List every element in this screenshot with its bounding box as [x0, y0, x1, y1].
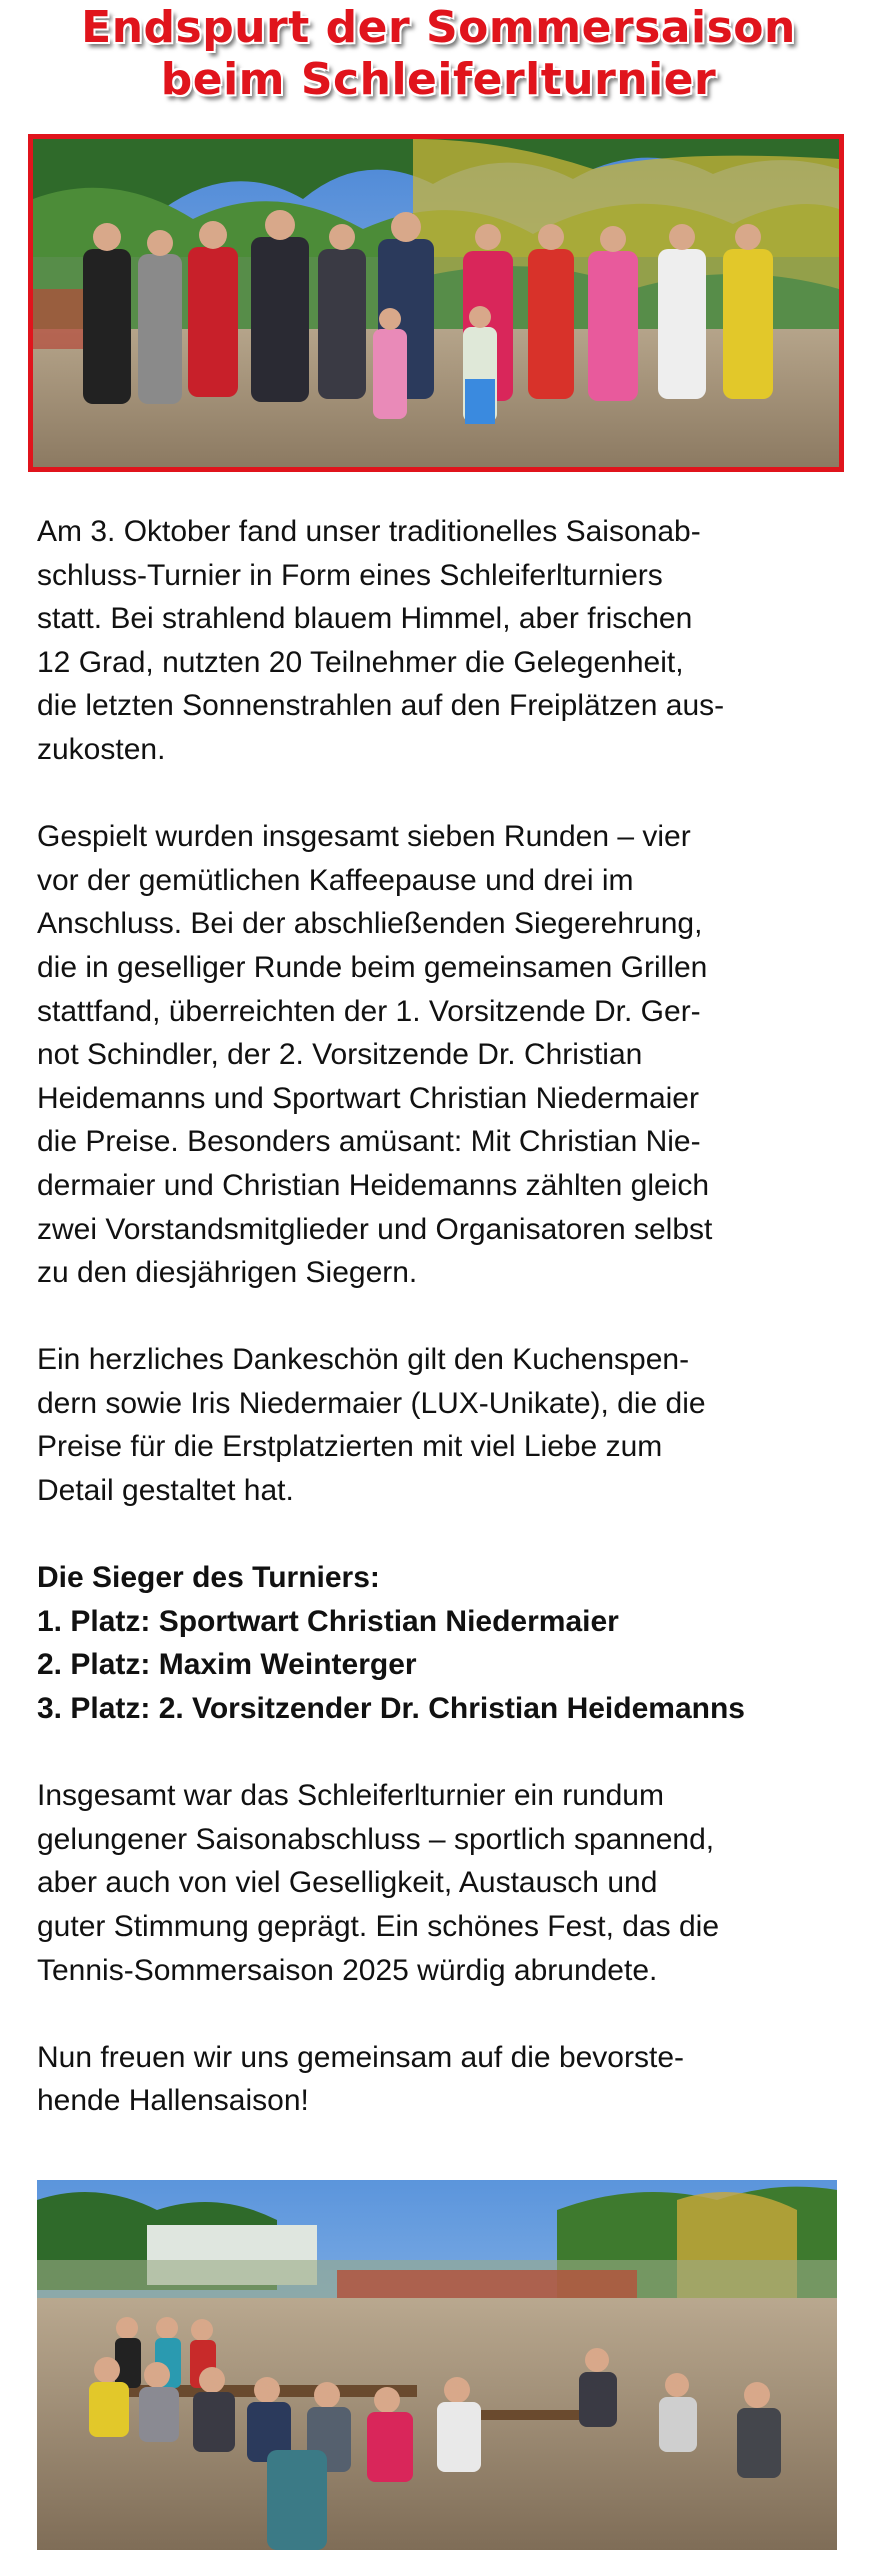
text-line: 12 Grad, nutzten 20 Teilnehmer die Gelegenheit,: [37, 645, 684, 679]
text-line: Ein herzliches Dankeschön gilt den Kuchenspen-: [37, 1343, 690, 1377]
gathering-photo: [37, 2180, 837, 2550]
text-line: zukosten.: [37, 732, 166, 766]
text-line: aber auch von viel Geselligkeit, Austausch und: [37, 1866, 658, 1900]
text-line: Nun freuen wir uns gemeinsam auf die bevorste-: [37, 2040, 684, 2074]
text-line: guter Stimmung geprägt. Ein schönes Fest, das die: [37, 1910, 720, 1943]
text-line: Insgesamt war das Schleiferlturnier ein rundum: [37, 1779, 664, 1813]
article-body: [37, 510, 847, 2167]
paragraph-summary: [37, 1774, 847, 1992]
text-line: Tennis-Sommersaison 2025 würdig abrundete.: [37, 1953, 658, 1987]
winners-heading: Die Sieger des Turniers:: [37, 1561, 380, 1595]
text-line: gelungener Saisonabschluss – sportlich spannend,: [37, 1822, 715, 1856]
winner-third: 3. Platz: 2. Vorsitzender Dr. Christian Heidemanns: [37, 1692, 745, 1726]
text-line: Detail gestaltet hat.: [37, 1474, 294, 1508]
paragraph-rounds: [37, 815, 847, 1295]
title-line-2: beim Schleiferlturnier: [160, 54, 717, 105]
title-line-1: Endspurt der Sommersaison: [81, 2, 796, 53]
text-line: not Schindler, der 2. Vorsitzende Dr. Christian: [37, 1038, 643, 1072]
paragraph-intro: [37, 510, 847, 772]
winner-second: 2. Platz: Maxim Weinterger: [37, 1648, 417, 1682]
text-line: die Preise. Besonders amüsant: Mit Christian Nie-: [37, 1125, 701, 1159]
text-line: statt. Bei strahlend blauem Himmel, aber frischen: [37, 602, 693, 636]
text-line: dermaier und Christian Heidemanns zählten gleich: [37, 1168, 710, 1202]
text-line: hende Hallensaison!: [37, 2084, 309, 2118]
text-line: dern sowie Iris Niedermaier (LUX-Unikate), die die: [37, 1386, 706, 1420]
paragraph-outlook: [37, 2036, 847, 2123]
text-line: vor der gemütlichen Kaffeepause und drei im: [37, 863, 634, 897]
paragraph-thanks: [37, 1338, 847, 1512]
text-line: zu den diesjährigen Siegern.: [37, 1256, 418, 1290]
text-line: Gespielt wurden insgesamt sieben Runden – vier: [37, 820, 691, 854]
winner-first: 1. Platz: Sportwart Christian Niedermaier: [37, 1604, 619, 1638]
text-line: die letzten Sonnenstrahlen auf den Freiplätzen aus-: [37, 689, 725, 723]
page-title: [0, 2, 877, 106]
text-line: die in geselliger Runde beim gemeinsamen Grillen: [37, 950, 708, 984]
text-line: Preise für die Erstplatzierten mit viel Liebe zum: [37, 1430, 663, 1464]
winners-list: [37, 1556, 847, 1730]
text-line: Anschluss. Bei der abschließenden Siegerehrung,: [37, 907, 703, 941]
text-line: stattfand, überreichten der 1. Vorsitzende Dr. Ger-: [37, 994, 701, 1028]
text-line: Am 3. Oktober fand unser traditionelles Saisonab-: [37, 515, 701, 548]
text-line: schluss-Turnier in Form eines Schleiferlturniers: [37, 558, 663, 592]
group-photo: [28, 134, 844, 472]
text-line: zwei Vorstandsmitglieder und Organisatoren selbst: [37, 1212, 713, 1246]
text-line: Heidemanns und Sportwart Christian Niedermaier: [37, 1081, 699, 1115]
